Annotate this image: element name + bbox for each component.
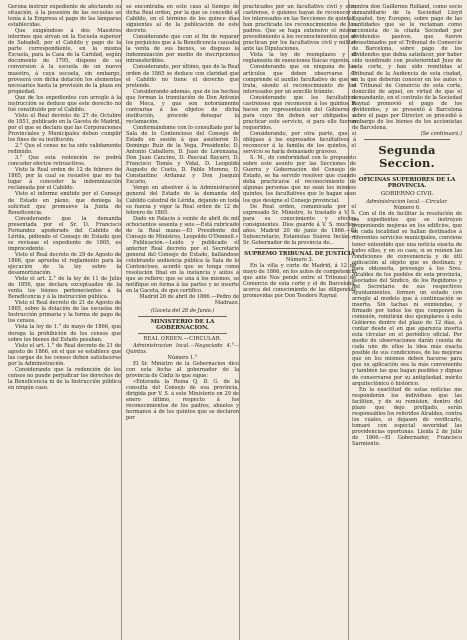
column-divider [121, 0, 122, 640]
government-heading: GOBIERNO CIVIL [380, 191, 434, 198]
paragraph: Considerando que la redención de los censos no puede perjudicar los derechos de la Beneficencia ni de la Instrucción pública en ningún caso. [8, 366, 121, 391]
source-note: (Gaceta del 28 de Junio.) [150, 308, 215, 315]
ministry-heading: MINISTERIO DE LA GOBERNACION. [150, 319, 215, 332]
paragraph: Visto el Real decreto de 29 de Agosto de 1866, que aprueba el reglamento para la ejecución de la ley sobre la desamortización. [8, 251, 121, 277]
paragraph: Conformándome con lo consultado por la Sala de lo Contencioso del Consejo de Estado en sesión á que asistieron D. Domingo Ruiz de la Vega, Presidente; D. Antonio Caballero, D. Juan de Lorenzana, Don Juan Cancino, D. Pascual Bayarri, D. Francisco Tomás y Vidal, D. Leopoldo Augusto de Cueto, D. Pablo Moreno, D. Constantino Ardanaz y Don Joaquín Escario, [126, 124, 239, 186]
paragraph: Vista la ley de 1.° de mayo de 1866, que deroga la prohibición de los censos que sobre los bienes del Estado pesaban. [8, 324, 121, 343]
paragraph: Considerando que los facultativos castrenses que reconocen á los quintos lo hacen en representación del Gobierno y para cuyo fin deben ser obligados á practicar este servicio, si para ello fueren requeridos. [243, 94, 356, 131]
paragraph: Dado en Palacio á veinte de abril de mil ochocientos sesenta y seis.—Está rubricado de la Real mano.—El Presidente del Consejo de Ministros, Leopoldo O'Donnell.» [126, 215, 239, 240]
divider [138, 333, 227, 334]
paragraph: se encontraba en este caso al tiempo de dicha Real orden, por la que se concedió al Cabildo, en el término de los quince días siguientes al de la publicación de este decreto. [126, 4, 239, 35]
paragraph: Que exigiéndose á dos Maestros interinos que sirvan en la Escuela superior de Sabadell, por el Cabildo y pago de la parte correspondiente, en la misma Escuela, para la Casa de la Caridad, según documento de 1795, dispone de su conversion á la escuela de un nuevo maestro, á cuya escuela, sin embargo, proveerá con dicha dotación los elementos necesarios hasta la provisión de la plaza en propiedad. [8, 28, 121, 95]
paragraph: Considerando, por último, que de la Real orden de 1865 se deduce con claridad que el Cabildo no tiene el derecho que pretende. [126, 64, 239, 89]
divider [138, 316, 227, 317]
number-heading: Número 3. [285, 256, 314, 263]
column-3 [243, 4, 356, 299]
column-1 [8, 4, 121, 391]
divider [364, 174, 450, 175]
paragraph: Gerona instruir expediente de afectando su situación, á la posesión de las escuelas se tenía á la Empresa el pago de las lámparas establecidas. [8, 4, 121, 29]
tribunal-heading: SUPREMO TRIBUNAL DE JUSTICIA [244, 250, 355, 257]
paragraph: En la villa y corte de Madrid, á 12 de mayo de 1866, en los autos de competencia que ante Nos pende entre el Tribunal de Comercio de esta corte y el de Barcelona, acerca del conocimiento de las diligencias promovidas por Don Teodoro Raynal [243, 262, 356, 300]
column-4 [352, 4, 462, 447]
divider [255, 248, 344, 249]
divider [364, 139, 450, 140]
admin-heading: Administracion local.—Circular. [366, 199, 448, 206]
continued-note: (Se continuará.) [420, 130, 462, 137]
paragraph: contra don Guillermo Rolland, como socio comanditario de la Sociedad Lloyd Español, hoy Europeo, sobre pago de las cantidades que se le reclaman como accionista de la citada Sociedad por dividendos pasivos, que fueron desestimados por el Tribunal de Comercio de Barcelona, sobre pago de los dividendos que debia satisfacer, por haber sido nombrado con posterioridad Juez de esta corte, y han sido remitidas al Tribunal de la Audiencia de esta ciudad, en la que deberán conocer en los autos ó el Tribunal de Comercio de esta corte, domicilio de aquel, en virtud de que el demandante, en el contrato de la Sociedad Raynal promovió el pago de los dividendos, y se presentó á Barcelona sobre el pago por Director, se procedió á embargo de los bienes de los accionistas de Barcelona. [352, 4, 462, 131]
paragraph: El Sr. Ministro de la Gobernacion dice con esta fecha al gobernador de la provincia de Cádiz lo que sigue: [126, 360, 239, 379]
paragraph: Visto el informe emitido por el Consejo de Estado en pleno, que deniega la solicitud que promueve la Junta de Beneficencia. [8, 191, 121, 216]
paragraph: Considerando, por otra parte, que si obligase á los expresados facultativos á reconocer á la familia de los quintos, el servicio se haría demasiado gravoso. [243, 130, 356, 156]
section-title: Segunda Seccion. [378, 143, 436, 171]
paragraph: Visto el art. 1.° de Real decreto de 21 de agosto de 1866, en el que se establece que las cargas de los censos deben satisfacerse por la Administración. [8, 342, 121, 367]
paragraph: Madrid 26 de abril de 1866.—Pedro de Madrazo. [139, 294, 239, 307]
number-heading: Número 6. [393, 205, 421, 212]
paragraph: Que de los expedientes con arreglo á la instrucción se deduce que este derecho no fué constituido por el Cabildo. [8, 94, 121, 113]
order-heading: REAL ORDEN.—CIRCULAR. [143, 336, 222, 343]
paragraph: De Real orden, comunicada por el expresado Sr. Ministro, lo traslado á V. S. para su conocimiento y efectos consiguientes. Dios guarde á V. S. muchos años. Madrid 20 de junio de 1866.—El Subsecretario, Estanislao Suárez Inclán.—Sr. Gobernador de la provincia de... [243, 203, 356, 246]
paragraph: Considerando que la demanda presentada por el Sr. D. Francisco Fernandez apoderado del Cabildo de Lérida, pidiendo el Consejo de Estado que se revisase el expediente de 1865, es improcedente. [8, 215, 121, 252]
column-divider [239, 0, 240, 640]
paragraph: 2.° Que el censo no ha sido validamente redimido. [8, 143, 121, 156]
paragraph: Vengo en absolver á la Administración general del Estado de la demanda del Cabildo catedral de Lérida, dejando en toda su fuerza y vigor la Real orden de 12 de febrero de 1865. [126, 185, 239, 216]
number-heading: Número 1.° [167, 354, 198, 361]
paragraph: Visto el Real decreto de 27 de Octubre de 1851, publicado en la Gaceta de Madrid, por el que se declara que las Corporaciones Provinciales y Municipales deben cumplir los fines de su institución. [8, 112, 121, 144]
paragraph: Considerando además, que de los hechos que forman la tramitación de Don Antonio de Meca, y que son notoriamente contrarias á los objetos de dicha institución, procede denegar la reclamación. [126, 88, 239, 125]
paragraph: Con el fin de facilitar la resolución de los expedientes que se instruyen proponiendo mejoras en los edificios, que en cada localidad se hallan destinados á diferentes servicios municipales, conviene tener entendido que una noticia exacta de todos ellos, y en su caso, si se reúnen las condiciones de conveniencia y de útil aplicación al objeto que se destinan; y para obtenerla, prevengo á los Sres. Alcaldes de los pueblos de esta provincia, asociados del Síndico, de los Regidores y del Secretario de sus respectivos Ayuntamientos, formen un estado con arreglo al modelo que á continuación se inserta. Sin tachas ni enmiendas, y firmado por todos los que componen la comisión, remitirán dos ejemplares á este Gobierno dentro del plazo de 12 días, á contar desde el en que aparezca inserta esta circular en el periódico oficial. Por medio de observaciones darán cuenta de cada uno de ellos la idea más exacta posible de sus condiciones, de las mejoras que en los mismos deben hacerse para que su aplicación sea la más conveniente y también las que hagan posibles y dignas de conservarse por su antigüedad, mérito arquitectónico ó histórico. [352, 211, 462, 387]
offices-heading: OFICINAS SUPERIORES DE LA PROVINCIA. [358, 177, 456, 190]
paragraph: Vista la ley de reemplazos y el reglamento de exenciones físicas vigente. [243, 52, 356, 65]
paragraph: Visto el Real decreto de 21 de Agosto de 1865, sobre la dotación de las escuelas de Instrucción primaria y la forma de pago de los censos. [8, 300, 121, 325]
paragraph: Visto el art. 2.° de la ley de 11 de Julio de 1856, que declara exceptuados de la venta los bienes pertenecientes á la Beneficencia y á la instrucción pública. [8, 276, 121, 301]
paragraph: 3.° Que esta redención no podrá conceder efectos retroactivos. [8, 155, 121, 168]
paragraph: practicados por un facultativo civil y otro castrense, ó quienes hayan de reconocer á los interesados en las Secciones de quintas, han practicado los reconocimientos de los padres. Que se haga extensivo el mismo procedimiento á los reconocimientos que se practican por los facultativos civil y militar ante las Diputaciones. [243, 4, 356, 53]
paragraph: En la exactitud de estas noticias me responderán los individuos que las faciliten, y de su remision, dentro del plazo que dejo prefijado, serán responsables los referidos Alcaldes, contra los cuales, si dejasen de verificarlo, tomaré con especial severidad las providencias oportunas. Lleida 2 de Julio de 1866.—El Gobernador, Francisco Sarmiento. [352, 386, 462, 448]
paragraph: Considerando que con el fin de reparar los perjuicios que á la Beneficencia causaba la venta de sus bienes, se dispuso la indemnización por medio de inscripciones intransferibles. [126, 34, 239, 65]
paragraph: «Enterada la Reina Q. D. G. de la consulta del Consejo de esa provincia, dirigida por V. S. á este Ministerio en 29 de enero último, respecto á los reconocimientos de los padres, abuelos y hermanos á de los quintos que se declaren por [126, 378, 239, 422]
paragraph: Visto la Real orden de 12 de febrero de 1865, por la cual se resuelve que no ha lugar á conceder la indemnización reclamada por el Cabildo. [8, 167, 121, 192]
paragraph: Publicación.—Leído y publicado el anterior Real decreto por el Secretario general del Consejo de Estado, hallándose celebrando audiencia pública la Sala de lo Contencioso, acordó que se tenga como resolución final en la instancia y autos á que se refiere; que se una á los mismos, se notifique en forma á las partes y se inserte en la Gaceta, de que certifico. [126, 239, 239, 295]
paragraph: S. M., de conformidad con lo propuesto sobre este asunto por las Secciones de Guerra y Gobernación del Consejo de Estado, se ha servido resolver que cuando deba practicarse el reconocimiento de algunas personas que no sean los mismos quintos, los facultativos que lo hagan sean los que designe el Consejo provincial. [243, 155, 356, 204]
column-2 [126, 4, 239, 421]
admin-heading: Administracion local.—Negociado 4.°—Quintas. [126, 342, 239, 355]
paragraph: Considerando que en ninguna de las artículos que deben observarse se comprende el auxilio facultativo de que se trata, siendo el reconocimiento de los interesados por un sencillo trámite. [243, 64, 356, 95]
